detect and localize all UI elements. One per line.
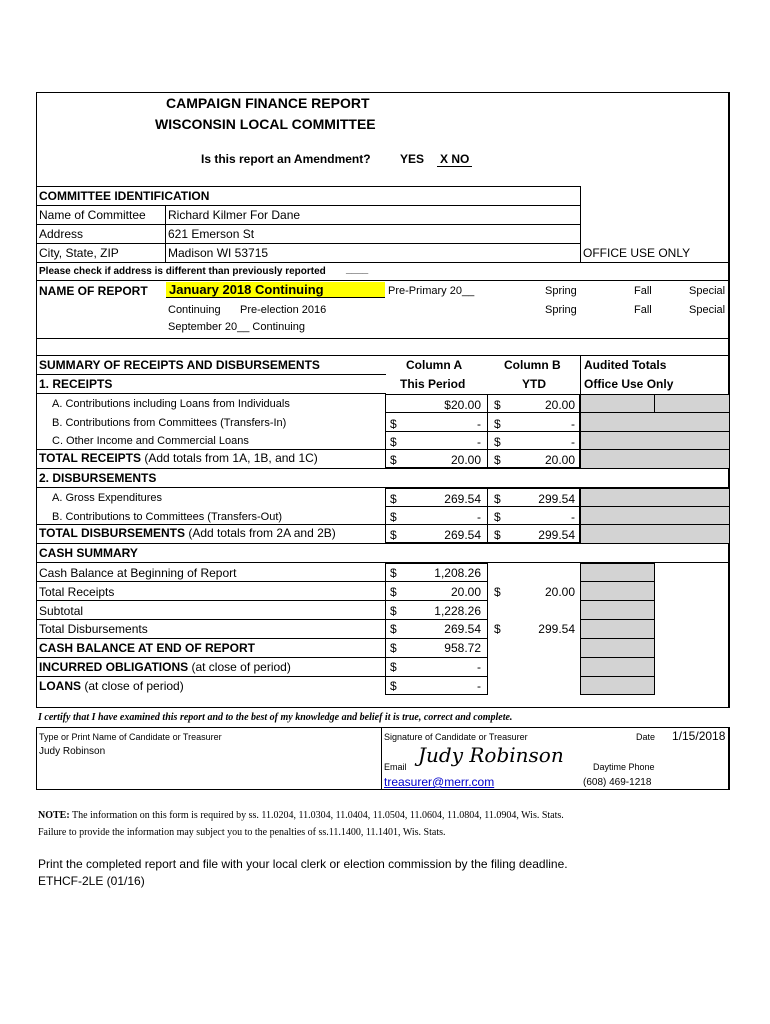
total-disb-ytd[interactable]: 299.54 bbox=[538, 528, 575, 542]
special-option-2[interactable]: Special bbox=[689, 304, 726, 316]
cash-begin-period[interactable]: 1,208.26 bbox=[434, 566, 481, 580]
audited-cell bbox=[654, 394, 730, 413]
dollar-sign: $ bbox=[494, 453, 501, 467]
audited-cell bbox=[580, 581, 655, 601]
audited-cell bbox=[580, 619, 655, 639]
committee-name-value[interactable]: Richard Kilmer For Dane bbox=[168, 208, 301, 222]
total-receipts-period[interactable]: 20.00 bbox=[450, 453, 481, 467]
committee-section-title: COMMITTEE IDENTIFICATION bbox=[39, 189, 210, 203]
audited-cell bbox=[580, 657, 655, 677]
date-label: Date bbox=[636, 732, 656, 742]
dollar-sign: $ bbox=[494, 585, 501, 599]
continuing-option[interactable]: Continuing bbox=[168, 304, 221, 316]
note-label: NOTE: bbox=[38, 810, 70, 821]
audited-cell bbox=[580, 431, 730, 450]
dollar-sign: $ bbox=[494, 528, 501, 542]
september-option[interactable]: September 20__ Continuing bbox=[168, 321, 305, 333]
cash-subtotal-period[interactable]: 1,228.26 bbox=[434, 604, 481, 618]
incurred-note: (at close of period) bbox=[191, 660, 291, 674]
dollar-sign: $ bbox=[390, 679, 397, 693]
receipt-c-ytd[interactable]: - bbox=[571, 435, 575, 449]
phone-value[interactable]: (608) 469-1218 bbox=[583, 777, 652, 788]
form-title-2: WISCONSIN LOCAL COMMITTEE bbox=[155, 116, 376, 132]
audited-cell bbox=[580, 488, 730, 507]
audited-subtitle: Office Use Only bbox=[584, 377, 674, 391]
disb-a-label: A. Gross Expenditures bbox=[52, 492, 163, 504]
cash-subtotal-label: Subtotal bbox=[39, 604, 84, 618]
audited-cell bbox=[580, 563, 655, 582]
failure-text: Failure to provide the information may subject you to the penalties of ss.11.1400, 11.1401, Wis. Stats. bbox=[38, 827, 446, 838]
committee-name-label: Name of Committee bbox=[39, 208, 146, 222]
fall-option-1[interactable]: Fall bbox=[634, 285, 652, 297]
city-label: City, State, ZIP bbox=[39, 246, 119, 260]
column-a-subtitle: This Period bbox=[400, 377, 466, 391]
cash-begin-label: Cash Balance at Beginning of Report bbox=[39, 566, 237, 580]
signature-image: Judy Robinson bbox=[418, 743, 564, 767]
amendment-no[interactable]: X NO bbox=[437, 152, 472, 167]
audited-cell bbox=[580, 600, 655, 620]
audited-cell bbox=[580, 394, 655, 413]
date-value[interactable]: 1/15/2018 bbox=[672, 729, 726, 743]
address-label: Address bbox=[39, 227, 84, 241]
address-check-note: Please check if address is different than previously reported bbox=[39, 266, 326, 277]
cash-disb-label: Total Disbursements bbox=[39, 622, 148, 636]
address-check-box[interactable]: ____ bbox=[346, 264, 369, 275]
special-option-1[interactable]: Special bbox=[689, 285, 726, 297]
dollar-sign: $ bbox=[390, 453, 397, 467]
summary-title: SUMMARY OF RECEIPTS AND DISBURSEMENTS bbox=[39, 358, 320, 372]
dollar-sign: $ bbox=[494, 417, 501, 431]
receipt-c-label: C. Other Income and Commercial Loans bbox=[52, 435, 249, 447]
form-number: ETHCF-2LE (01/16) bbox=[38, 874, 145, 888]
type-name-label: Type or Print Name of Candidate or Treasurer bbox=[39, 732, 222, 742]
cash-summary-section: CASH SUMMARY bbox=[39, 546, 138, 560]
dollar-sign: $ bbox=[494, 492, 501, 506]
dollar-sign: $ bbox=[494, 622, 501, 636]
audited-cell bbox=[580, 449, 730, 469]
total-receipts-label: TOTAL RECEIPTS bbox=[39, 451, 142, 465]
email-value[interactable]: treasurer@merr.com bbox=[384, 775, 495, 789]
incurred-period[interactable]: - bbox=[477, 660, 481, 674]
audited-cell bbox=[580, 524, 730, 544]
amendment-yes[interactable]: YES bbox=[400, 152, 425, 166]
cash-receipts-period[interactable]: 20.00 bbox=[450, 585, 481, 599]
total-disb-period[interactable]: 269.54 bbox=[444, 528, 481, 542]
phone-label: Daytime Phone bbox=[593, 762, 655, 772]
dollar-sign: $ bbox=[390, 566, 397, 580]
total-disb-label: TOTAL DISBURSEMENTS bbox=[39, 526, 186, 540]
fall-option-2[interactable]: Fall bbox=[634, 304, 652, 316]
disb-b-ytd[interactable]: - bbox=[571, 510, 575, 524]
cash-receipts-label: Total Receipts bbox=[39, 585, 115, 599]
dollar-sign: $ bbox=[390, 604, 397, 618]
loans-note: (at close of period) bbox=[84, 679, 184, 693]
city-value[interactable]: Madison WI 53715 bbox=[168, 246, 269, 260]
cash-end-period[interactable]: 958.72 bbox=[444, 641, 481, 655]
incurred-label: INCURRED OBLIGATIONS bbox=[39, 660, 189, 674]
cash-disb-ytd[interactable]: 299.54 bbox=[538, 622, 575, 636]
dollar-sign: $ bbox=[494, 398, 501, 412]
print-instruction: Print the completed report and file with your local clerk or election commission by the filing deadline. bbox=[38, 857, 568, 871]
report-name-value[interactable]: January 2018 Continuing bbox=[166, 282, 385, 298]
certify-statement: I certify that I have examined this report and to the best of my knowledge and belief it is true, correct and complete. bbox=[38, 712, 513, 723]
treasurer-name[interactable]: Judy Robinson bbox=[39, 746, 106, 757]
receipt-c-period[interactable]: - bbox=[477, 435, 481, 449]
signature-label: Signature of Candidate or Treasurer bbox=[384, 732, 528, 742]
total-receipts-note: (Add totals from 1A, 1B, and 1C) bbox=[144, 451, 318, 465]
disb-a-ytd[interactable]: 299.54 bbox=[538, 492, 575, 506]
dollar-sign: $ bbox=[390, 585, 397, 599]
receipts-section: 1. RECEIPTS bbox=[39, 377, 113, 391]
column-a-title: Column A bbox=[406, 358, 463, 372]
receipt-a-label: A. Contributions including Loans from Individuals bbox=[52, 398, 290, 410]
loans-label: LOANS bbox=[39, 679, 81, 693]
audited-cell bbox=[580, 676, 655, 695]
dollar-sign: $ bbox=[494, 510, 501, 524]
receipt-a-period[interactable]: $20.00 bbox=[444, 398, 481, 412]
total-disb-note: (Add totals from 2A and 2B) bbox=[188, 526, 336, 540]
dollar-sign: $ bbox=[390, 510, 397, 524]
receipt-b-period[interactable]: - bbox=[477, 417, 481, 431]
dollar-sign: $ bbox=[390, 492, 397, 506]
column-b-title: Column B bbox=[504, 358, 561, 372]
spring-option-2[interactable]: Spring bbox=[545, 304, 577, 316]
office-use-only: OFFICE USE ONLY bbox=[583, 246, 691, 260]
disb-b-period[interactable]: - bbox=[477, 510, 481, 524]
pre-primary-option[interactable]: Pre-Primary 20__ bbox=[388, 285, 475, 297]
column-b-subtitle: YTD bbox=[522, 377, 546, 391]
pre-election-option[interactable]: Pre-election 2016 bbox=[240, 304, 327, 316]
form-title-1: CAMPAIGN FINANCE REPORT bbox=[166, 95, 370, 111]
receipt-b-ytd[interactable]: - bbox=[571, 417, 575, 431]
dollar-sign: $ bbox=[390, 641, 397, 655]
disb-b-label: B. Contributions to Committees (Transfers-Out) bbox=[52, 511, 283, 523]
loans-period[interactable]: - bbox=[477, 679, 481, 693]
spring-option-1[interactable]: Spring bbox=[545, 285, 577, 297]
dollar-sign: $ bbox=[390, 622, 397, 636]
audited-cell bbox=[580, 506, 730, 525]
report-name-label: NAME OF REPORT bbox=[39, 284, 148, 298]
address-value[interactable]: 621 Emerson St bbox=[168, 227, 255, 241]
disb-a-period[interactable]: 269.54 bbox=[444, 492, 481, 506]
dollar-sign: $ bbox=[390, 528, 397, 542]
dollar-sign: $ bbox=[390, 417, 397, 431]
dollar-sign: $ bbox=[390, 660, 397, 674]
audited-cell bbox=[580, 638, 655, 658]
dollar-sign: $ bbox=[390, 435, 397, 449]
total-receipts-ytd[interactable]: 20.00 bbox=[544, 453, 575, 467]
email-label: Email bbox=[384, 762, 407, 772]
cash-end-label: CASH BALANCE AT END OF REPORT bbox=[39, 641, 255, 655]
dollar-sign: $ bbox=[494, 435, 501, 449]
cash-disb-period[interactable]: 269.54 bbox=[444, 622, 481, 636]
receipt-b-label: B. Contributions from Committees (Transfers-In) bbox=[52, 417, 287, 429]
receipt-a-ytd[interactable]: 20.00 bbox=[544, 398, 575, 412]
cash-receipts-ytd[interactable]: 20.00 bbox=[544, 585, 575, 599]
disbursements-section: 2. DISBURSEMENTS bbox=[39, 471, 157, 485]
audited-cell bbox=[580, 412, 730, 432]
note-text: The information on this form is required by ss. 11.0204, 11.0304, 11.0404, 11.0504, 11.0604, 11.0804, 11.0904, Wis. Stats. bbox=[72, 810, 564, 821]
amendment-question: Is this report an Amendment? bbox=[201, 152, 371, 166]
audited-title: Audited Totals bbox=[584, 358, 667, 372]
